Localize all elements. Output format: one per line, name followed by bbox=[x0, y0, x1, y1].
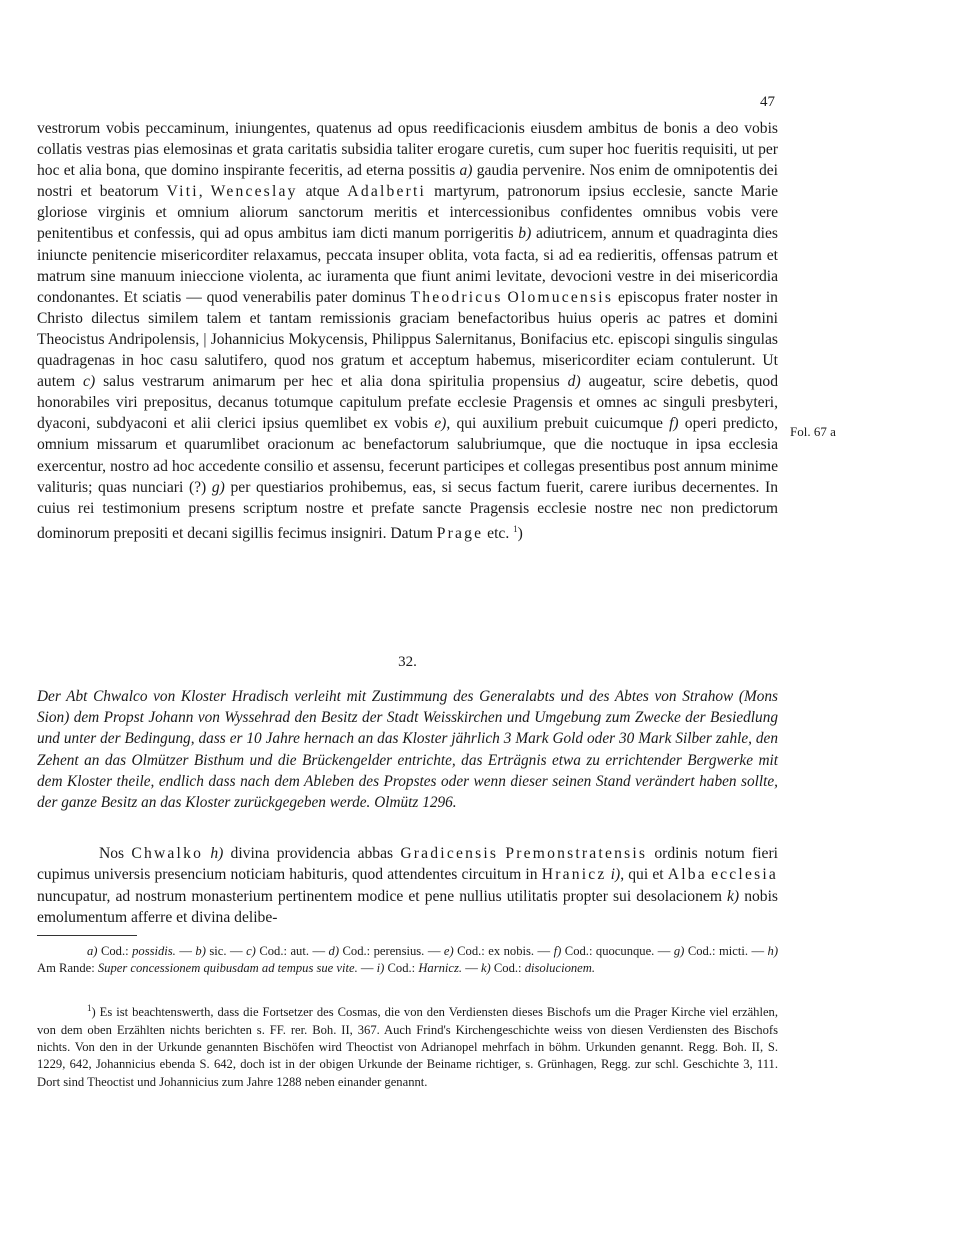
document-opening-text: Nos Chwalko h) divina providencia abbas Gradicensis Premonstratensis ordinis notum fieri cupimus universis presencium noticiam habituris, quod attendentes circuitum in Hranicz i), qui et Alba ecclesia nuncupatur, ad nostrum monasterium pertinentem modice et pene nullius utilitatis propter sui desolacionem k) nobis emolumentum afferre et divina delibe- bbox=[37, 845, 779, 927]
note-ref-f: f) bbox=[669, 415, 679, 433]
textual-notes: a) Cod.: possidis. — b) sic. — c) Cod.: aut. — d) Cod.: perensius. — e) Cod.: ex nobis. — f) Cod.: quocunque. — g) Cod.: micti. — h) Am Rande: Super concessionem quibusdam ad tempus sue vite. — i) Cod.: Harnicz. — k) Cod.: disolucionem. bbox=[37, 944, 779, 976]
note-ref-e: e) bbox=[434, 415, 447, 433]
document-summary: Der Abt Chwalco von Kloster Hradisch verleiht mit Zustimmung des Generalabts und des Abtes von Strahow (Mons Sion) dem Propst Johann von Wyssehrad den Besitz der Stadt Weisskirchen und Umgebung zum Zwecke der Besiedlung und unter der Bedingung, dass er 10 Jahre hernach an das Kloster jährlich 3 Mark Gold oder 30 Mark Silber zahle, den Zehent an das Olmützer Bisthum und die Brückengelder entrichte, das Erträgnis etwa zu errichtender Bergwerke mit dem Kloster theile, endlich dass nach dem Ableben des Propstes oder wenn dieser seinen Stand verändert haben sollte, der ganze Besitz an das Kloster zurückgegeben werde. Olmütz 1296. bbox=[37, 688, 778, 812]
note-ref-k: k) bbox=[727, 887, 740, 905]
note-ref-c: c) bbox=[83, 373, 96, 391]
note-ref-b: b) bbox=[518, 225, 532, 243]
note-ref-i: i) bbox=[610, 866, 621, 884]
name-prage: Prage bbox=[436, 524, 484, 542]
name-viti: Viti bbox=[166, 183, 199, 201]
main-charter-text: vestrorum vobis peccaminum, iniungentes, quatenus ad opus reedificacionis eiusdem ambitus de bonis a deo vobis collatis vestras pias elemosinas et grata caritatis subsidia taliter erogare curetis, cum super hoc fueritis requisiti, ut per hoc et alia bona, que domino inspirante feceritis, ad eterna possitis a) gaudia pervenire. Nos enim de omnipotentis dei nostri et beatorum Viti, Wenceslay atque Adalberti martyrum, patronorum ipsius ecclesie, sancte Marie gloriose virginis et omnium aliorum sanctorum meritis et intercessionibus confidentes omnibus vobis vere penitentibus et confessis, qui ad opus ambitus iam dicti manum porrigeritis b) adiutricem, annum et quadraginta dies iniuncte penitencie misericorditer relaxamus, peccata insuper oblita, vota facta, si ad ea redieritis, offensas patrum et matrum sine manuum inieccione violenta, ac iuramenta que fiunt animi levitate, devocioni vestre in dei misericordia condonantes. Et sciatis — quod venerabilis pater dominus Theodricus Olomucensis episcopus frater noster in Christo dilectus similem talem et tantam remissionis graciam benefactoribus huius operis ac patres et domini Theocistus Andripolensis, | Johannicius Mokycensis, Philippus Salernitanus, Bonifacius etc. episcopi singulis singulas quadragenas in hoc casu salutifero, quod nos gratum et acceptum habemus, misericorditer eciam contulerunt. Ut autem c) salus vestrarum animarum per hec et alia dona spiritulia propensius d) augeatur, scire debetis, quod honorabiles viri prepositus, decanus totumque capitulum prefate ecclesie Pragensis et omnes ac singuli presbyteri, dyaconi, subdyaconi et alii clerici ipsius quemlibet ex vobis e), qui auxilium prebuit cuicumque f) operi predicto, omnium missarum et quarumlibet oracionum ac benefactorum salubriumque, que die noctuque in ipsa ecclesia exercentur, nostro ad hoc accedente consilio et assensu, fecerunt participes et collegas presentibus post annum minime valituris; quas nunciari (?) g) per questiarios prohibemus, eas, si secus factum fuerit, carere iuribus decernentes. In cuius rei testimonium presens scriptum nostre et prefate sancte Pragensis ecclesie nostre nec non predictorum dominorum prepositi et decani sigillis fecimus insigniri. Datum Prage etc. $^1$) bbox=[37, 120, 779, 542]
document-number: 32. bbox=[398, 654, 417, 670]
name-gradicensis: Gradicensis bbox=[400, 845, 499, 862]
name-ecclesia: ecclesia bbox=[711, 866, 779, 884]
name-alba: Alba bbox=[667, 866, 707, 884]
footnote-1: $^1$) Es ist beachtenswerth, dass die Fortsetzer des Cosmas, die von den Verdiensten dieses Bischofs um die Prager Kirche viel erzählen, von dem oben Erzählten nichts berichten s. FF. rer. Boh. II, 367. Auch Frind's Kirchengeschichte weiss von diesen Verdiensten des Bischofs nichts. Von den in der Urkunde genannten Bischöfen wird Theoctist von Adrianopel mehrfach in böhm. Urkunden genannt. Regg. Boh. II, S. 1229, 642, Johannicius ebenda S. 642, doch ist in der obigen Urkunde der Beiname richtiger, s. Grünhagen, Regg. zur schl. Geschichte 3, 111. Dort sind Theoctist und Johannicius zum Jahre 1288 neben einander genannt. bbox=[37, 1003, 778, 1089]
note-ref-d: d) bbox=[567, 373, 581, 391]
name-theodricus: Theodricus bbox=[410, 288, 503, 306]
name-adalberti: Adalberti bbox=[347, 183, 427, 201]
name-wenceslay: Wenceslay bbox=[210, 183, 298, 201]
name-olomucensis: Olomucensis bbox=[507, 288, 614, 306]
footnote-divider bbox=[37, 935, 137, 936]
name-chwalko: Chwalko bbox=[131, 845, 204, 862]
note-ref-g: g) bbox=[211, 478, 225, 496]
name-premonstratensis: Premonstratensis bbox=[505, 845, 648, 862]
page-number: 47 bbox=[760, 94, 775, 110]
note-ref-a: a) bbox=[459, 162, 473, 180]
note-ref-h: h) bbox=[210, 845, 224, 862]
margin-folio-note: Fol. 67 a bbox=[790, 424, 836, 439]
footnote-ref-1: 1 bbox=[513, 523, 518, 534]
name-hranicz: Hranicz bbox=[541, 866, 607, 884]
